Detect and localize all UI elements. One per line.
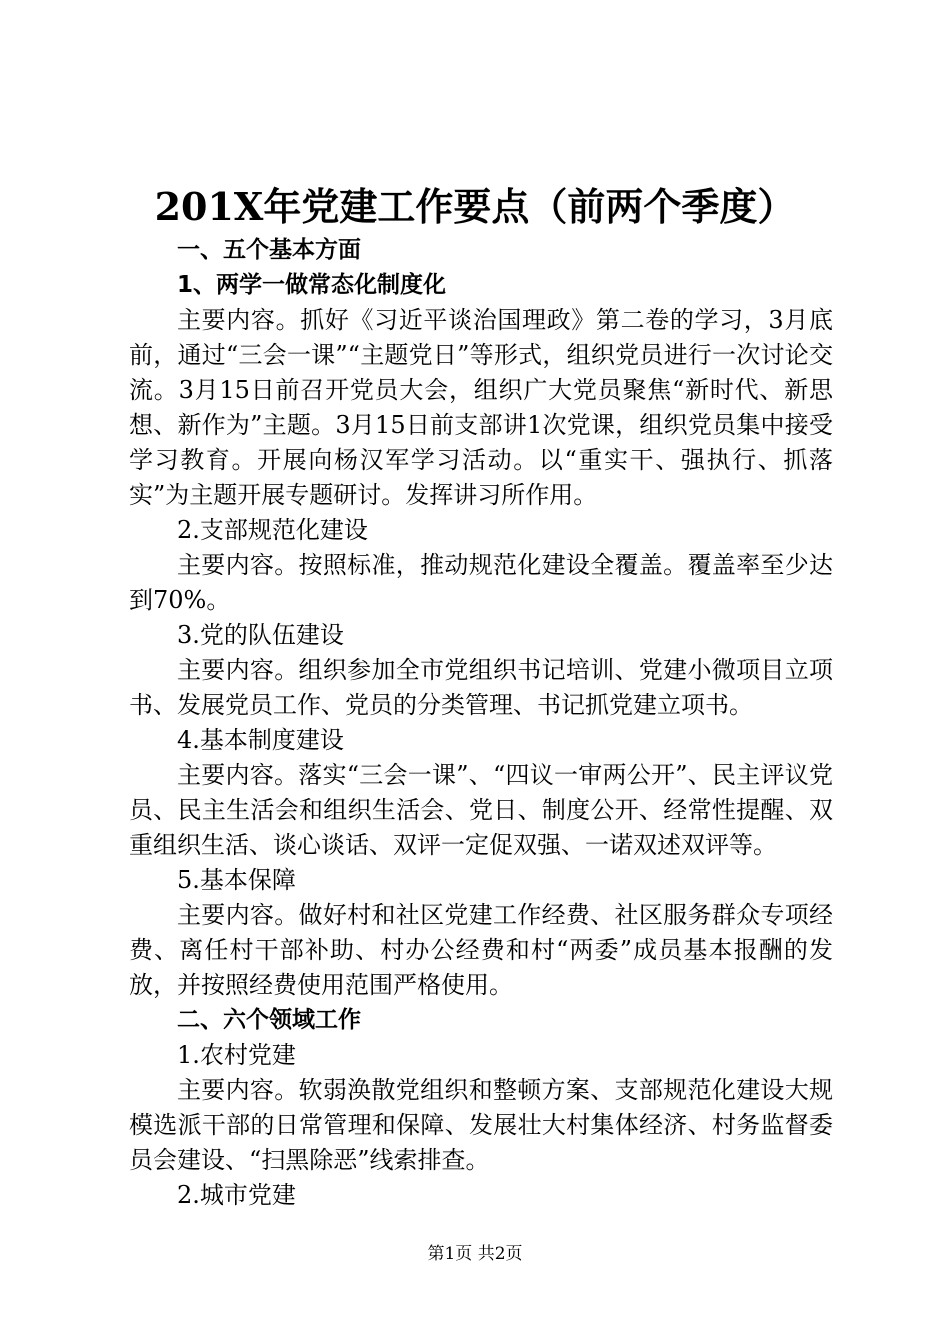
body-paragraph: 主要内容。按照标准，推动规范化建设全覆盖。覆盖率至少达到70%。 <box>129 551 833 614</box>
subsection-heading: 1.农村党建 <box>177 1041 296 1069</box>
document-title: 201X年党建工作要点（前两个季度） <box>154 184 796 229</box>
subsection-heading: 1、两学一做常态化制度化 <box>177 272 447 298</box>
body-paragraph: 主要内容。软弱涣散党组织和整顿方案、支部规范化建设大规模选派干部的日常管理和保障、发展壮大村集体经济、村务监督委员会建设、“扫黑除恶”线索排查。 <box>129 1076 833 1174</box>
body-paragraph: 主要内容。做好村和社区党建工作经费、社区服务群众专项经费、离任村干部补助、村办公经费和村“两委”成员基本报酬的发放，并按照经费使用范围严格使用。 <box>129 901 833 999</box>
subsection-heading: 4.基本制度建设 <box>177 726 344 754</box>
subsection-heading: 2.城市党建 <box>177 1181 296 1209</box>
subsection-heading: 5.基本保障 <box>177 866 296 894</box>
subsection-heading: 2.支部规范化建设 <box>177 516 368 544</box>
section-heading: 二、六个领域工作 <box>177 1007 361 1033</box>
subsection-heading: 3.党的队伍建设 <box>177 621 344 649</box>
page-number-footer: 第1页 共2页 <box>427 1244 523 1264</box>
body-paragraph: 主要内容。抓好《习近平谈治国理政》第二卷的学习，3月底前，通过“三会一课”“主题党日”等形式，组织党员进行一次讨论交流。3月15日前召开党员大会，组织广大党员聚焦“新时代、新思想、新作为”主题。3月15日前支部讲1次党课，组织党员集中接受学习教育。开展向杨汉军学习活动。以“重实干、强执行、抓落实”为主题开展专题研讨。发挥讲习所作用。 <box>129 306 833 509</box>
section-heading: 一、五个基本方面 <box>177 237 361 263</box>
document-body <box>129 233 833 1213</box>
body-paragraph: 主要内容。落实“三会一课”、“四议一审两公开”、民主评议党员、民主生活会和组织生活会、党日、制度公开、经常性提醒、双重组织生活、谈心谈话、双评一定促双强、一诺双述双评等。 <box>129 761 833 859</box>
body-paragraph: 主要内容。组织参加全市党组织书记培训、党建小微项目立项书、发展党员工作、党员的分类管理、书记抓党建立项书。 <box>129 656 833 719</box>
